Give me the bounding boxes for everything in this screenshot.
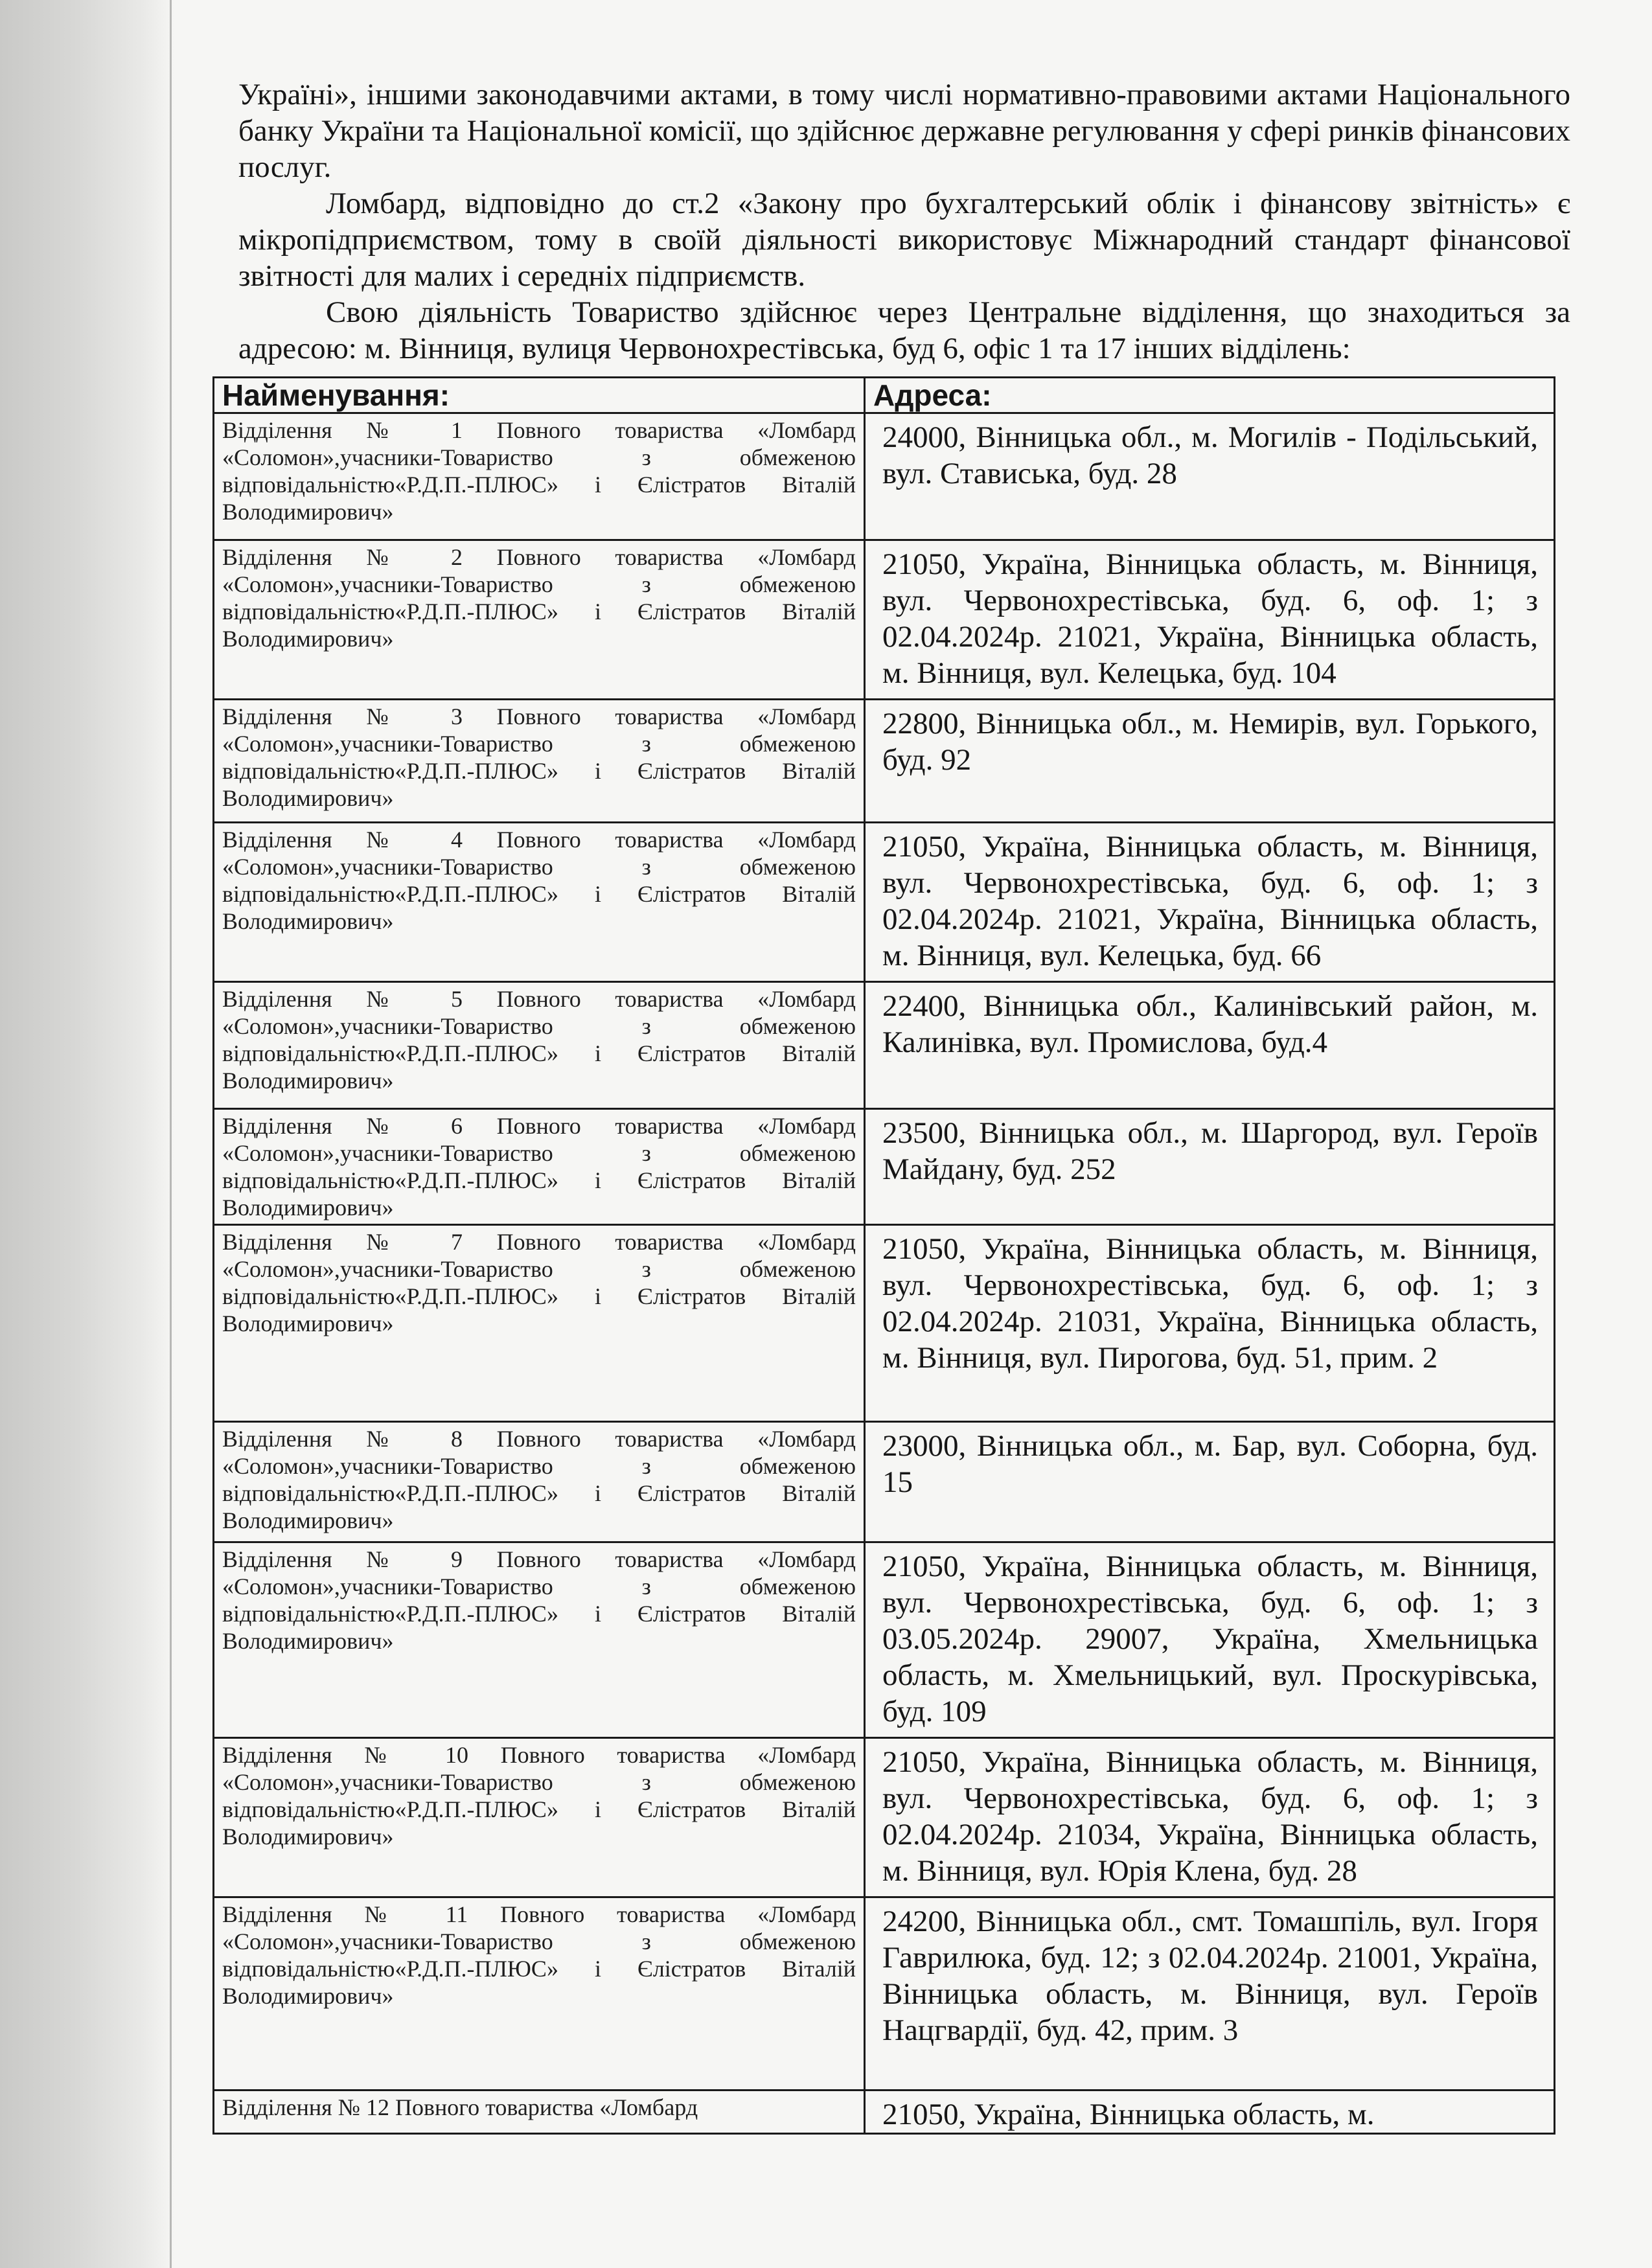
header-address: Адреса: <box>865 378 1555 413</box>
document-page <box>238 76 1570 367</box>
branch-address-cell: 23500, Вінницька обл., м. Шаргород, вул. Героїв Майдану, буд. 252 <box>865 1109 1555 1225</box>
branch-name-cell: Відділення № 8 Повного товариства «Ломбард «Соломон»,учасники-Товариство з обмеженою відповідальністю«Р.Д.П.-ПЛЮС» і Єлістратов Віталій Володимирович» <box>214 1422 865 1542</box>
intro-paragraph-1: Україні», іншими законодавчими актами, в тому числі нормативно-правовими актами Національного банку України та Національної комісії, що здійснює державне регулювання у сфері ринків фінансових послуг. <box>238 78 1570 184</box>
table-row <box>214 1422 1555 1542</box>
table-row <box>214 413 1555 540</box>
intro-paragraph-2: Ломбард, відповідно до ст.2 «Закону про бухгалтерський облік і фінансову звітність» є мікропідприємством, тому в своїй діяльності використовує Міжнародний стандарт фінансової звітності для малих і середніх підприємств. <box>238 187 1570 293</box>
table-row <box>214 1109 1555 1225</box>
branch-address-cell: 21050, Україна, Вінницька область, м. Вінниця, вул. Червонохрестівська, буд. 6, оф. 1; з 02.04.2024р. 21034, Україна, Вінницька область, м. Вінниця, вул. Юрія Клена, буд. 28 <box>865 1738 1555 1897</box>
branch-address-cell: 21050, Україна, Вінницька область, м. Вінниця, вул. Червонохрестівська, буд. 6, оф. 1; з 03.05.2024р. 29007, Україна, Хмельницька область, м. Хмельницький, вул. Проскурівська, буд. 109 <box>865 1542 1555 1738</box>
table-row <box>214 1738 1555 1897</box>
table-row <box>214 1897 1555 2090</box>
branch-name-cell: Відділення № 9 Повного товариства «Ломбард «Соломон»,учасники-Товариство з обмеженою відповідальністю«Р.Д.П.-ПЛЮС» і Єлістратов Віталій Володимирович» <box>214 1542 865 1738</box>
branch-name-cell: Відділення № 12 Повного товариства «Ломбард <box>214 2090 865 2134</box>
branches-table <box>212 376 1555 2135</box>
branch-name-cell: Відділення № 6 Повного товариства «Ломбард «Соломон»,учасники-Товариство з обмеженою відповідальністю«Р.Д.П.-ПЛЮС» і Єлістратов Віталій Володимирович» <box>214 1109 865 1225</box>
branch-address-cell: 23000, Вінницька обл., м. Бар, вул. Соборна, буд. 15 <box>865 1422 1555 1542</box>
table-row <box>214 2090 1555 2134</box>
table-row <box>214 823 1555 982</box>
scan-page-edge <box>170 0 172 2268</box>
branch-name-cell: Відділення № 2 Повного товариства «Ломбард «Соломон»,учасники-Товариство з обмеженою відповідальністю«Р.Д.П.-ПЛЮС» і Єлістратов Віталій Володимирович» <box>214 540 865 700</box>
branch-name-cell: Відділення № 5 Повного товариства «Ломбард «Соломон»,учасники-Товариство з обмеженою відповідальністю«Р.Д.П.-ПЛЮС» і Єлістратов Віталій Володимирович» <box>214 982 865 1109</box>
table-row <box>214 982 1555 1109</box>
branch-address-cell: 21050, Україна, Вінницька область, м. Вінниця, вул. Червонохрестівська, буд. 6, оф. 1; з 02.04.2024р. 21021, Україна, Вінницька область, м. Вінниця, вул. Келецька, буд. 66 <box>865 823 1555 982</box>
table-row <box>214 540 1555 700</box>
branch-name-cell: Відділення № 7 Повного товариства «Ломбард «Соломон»,учасники-Товариство з обмеженою відповідальністю«Р.Д.П.-ПЛЮС» і Єлістратов Віталій Володимирович» <box>214 1225 865 1422</box>
table-row <box>214 1542 1555 1738</box>
branch-address-cell: 24200, Вінницька обл., смт. Томашпіль, вул. Ігоря Гаврилюка, буд. 12; з 02.04.2024р. 21001, Україна, Вінницька область, м. Вінниця, вул. Героїв Нацгвардії, буд. 42, прим. 3 <box>865 1897 1555 2090</box>
branch-name-cell: Відділення № 3 Повного товариства «Ломбард «Соломон»,учасники-Товариство з обмеженою відповідальністю«Р.Д.П.-ПЛЮС» і Єлістратов Віталій Володимирович» <box>214 700 865 823</box>
table-row <box>214 1225 1555 1422</box>
branch-address-cell: 21050, Україна, Вінницька область, м. Вінниця, вул. Червонохрестівська, буд. 6, оф. 1; з 02.04.2024р. 21031, Україна, Вінницька область, м. Вінниця, вул. Пирогова, буд. 51, прим. 2 <box>865 1225 1555 1422</box>
branch-address-cell: 24000, Вінницька обл., м. Могилів - Подільський, вул. Стависька, буд. 28 <box>865 413 1555 540</box>
table-row <box>214 700 1555 823</box>
header-name: Найменування: <box>214 378 865 413</box>
intro-paragraph-3: Свою діяльність Товариство здійснює через Центральне відділення, що знаходиться за адресою: м. Вінниця, вулиця Червонохрестівська, буд 6, офіс 1 та 17 інших відділень: <box>238 295 1570 365</box>
table-header-row <box>214 378 1555 413</box>
branch-name-cell: Відділення № 10 Повного товариства «Ломбард «Соломон»,учасники-Товариство з обмеженою відповідальністю«Р.Д.П.-ПЛЮС» і Єлістратов Віталій Володимирович» <box>214 1738 865 1897</box>
branch-address-cell: 21050, Україна, Вінницька область, м. <box>865 2090 1555 2134</box>
branch-address-cell: 21050, Україна, Вінницька область, м. Вінниця, вул. Червонохрестівська, буд. 6, оф. 1; з 02.04.2024р. 21021, Україна, Вінницька область, м. Вінниця, вул. Келецька, буд. 104 <box>865 540 1555 700</box>
branch-name-cell: Відділення № 11 Повного товариства «Ломбард «Соломон»,учасники-Товариство з обмеженою відповідальністю«Р.Д.П.-ПЛЮС» і Єлістратов Віталій Володимирович» <box>214 1897 865 2090</box>
branch-address-cell: 22400, Вінницька обл., Калинівський район, м. Калинівка, вул. Промислова, буд.4 <box>865 982 1555 1109</box>
branch-address-cell: 22800, Вінницька обл., м. Немирів, вул. Горького, буд. 92 <box>865 700 1555 823</box>
branch-name-cell: Відділення № 1 Повного товариства «Ломбард «Соломон»,учасники-Товариство з обмеженою відповідальністю«Р.Д.П.-ПЛЮС» і Єлістратов Віталій Володимирович» <box>214 413 865 540</box>
scan-left-shadow <box>0 0 175 2268</box>
branch-name-cell: Відділення № 4 Повного товариства «Ломбард «Соломон»,учасники-Товариство з обмеженою відповідальністю«Р.Д.П.-ПЛЮС» і Єлістратов Віталій Володимирович» <box>214 823 865 982</box>
table-body <box>214 413 1555 2134</box>
